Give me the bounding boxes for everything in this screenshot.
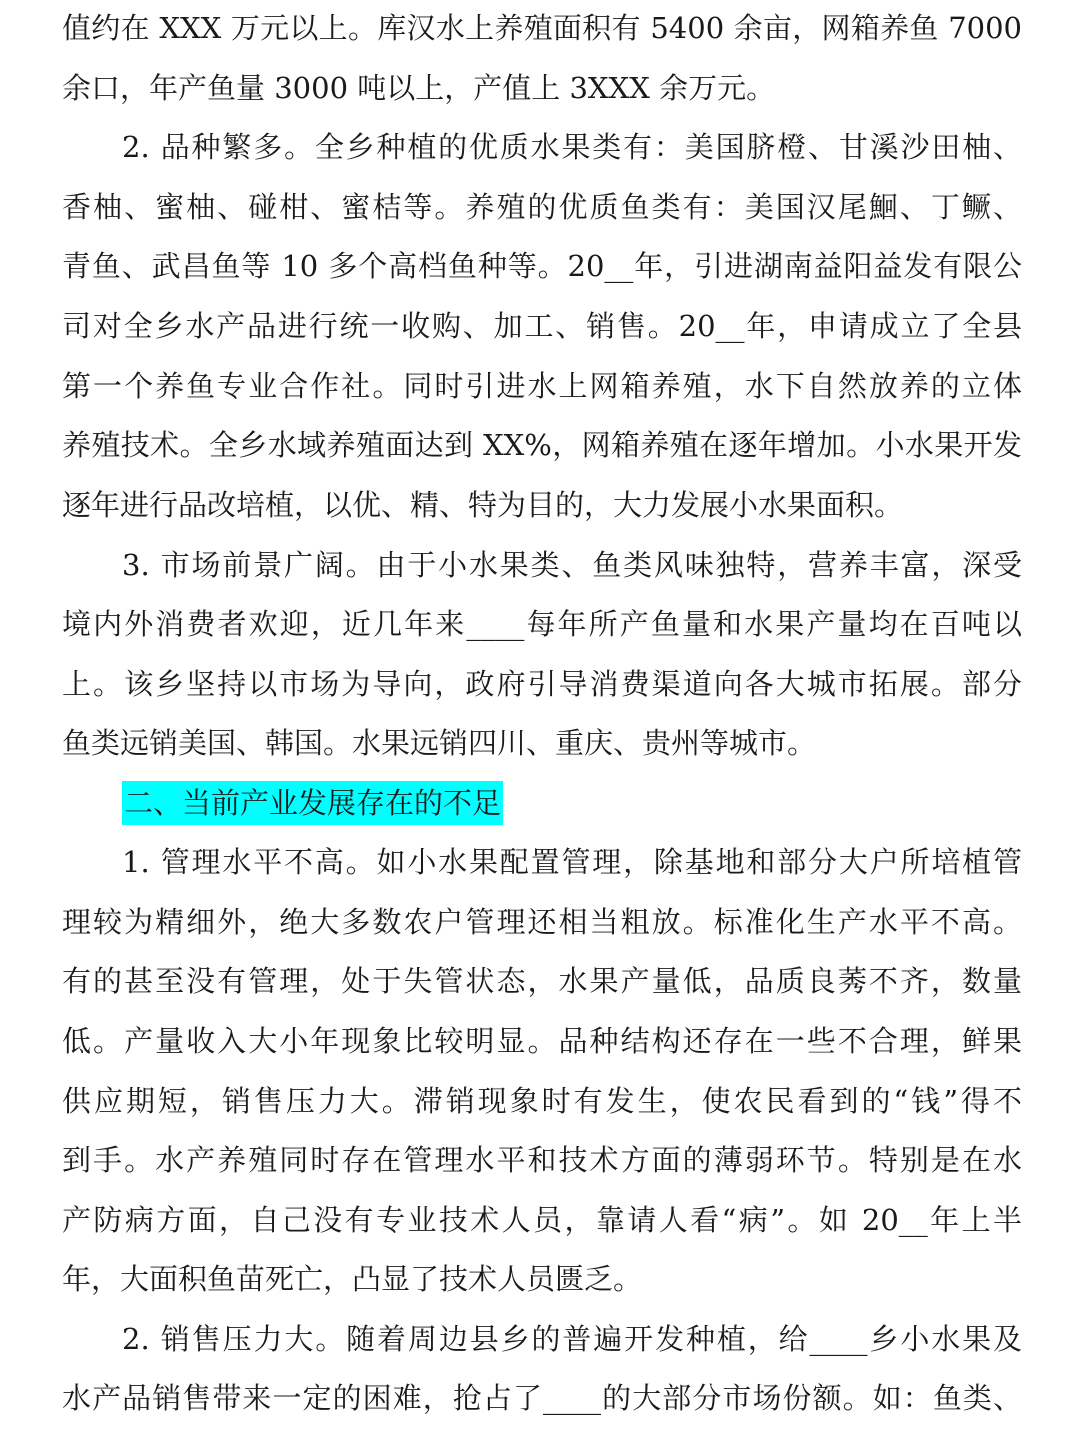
text-line-19: 供应期短，销售压力大。滞销现象时有发生，使农民看到的“钱”得不 (62, 1084, 1022, 1118)
text-line-22: 年，大面积鱼苗死亡，凸显了技术人员匮乏。 (62, 1262, 643, 1296)
text-line-1: 值约在 XXX 万元以上。库汉水上养殖面积有 5400 余亩，网箱养鱼 7000 (62, 11, 1022, 45)
text-line-7: 第一个养鱼专业合作社。同时引进水上网箱养殖，水下自然放养的立体 (62, 369, 1022, 403)
text-line-8: 养殖技术。全乡水域养殖面达到 XX%，网箱养殖在逐年增加。小水果开发 (62, 428, 1022, 462)
text-line-2: 余口，年产鱼量 3000 吨以上，产值上 3XXX 余万元。 (62, 71, 776, 105)
text-line-3: 2. 品种繁多。全乡种植的优质水果类有：美国脐橙、甘溪沙田柚、 (122, 130, 1022, 164)
text-line-18: 低。产量收入大小年现象比较明显。品种结构还存在一些不合理，鲜果 (62, 1024, 1022, 1058)
text-line-9: 逐年进行品改培植，以优、精、特为目的，大力发展小水果面积。 (62, 488, 904, 522)
text-line-6: 司对全乡水产品进行统一收购、加工、销售。20__年，申请成立了全县 (62, 309, 1022, 343)
text-line-15: 1. 管理水平不高。如小水果配置管理，除基地和部分大户所培植管 (122, 845, 1022, 879)
text-line-11: 境内外消费者欢迎，近几年来____每年所产鱼量和水果产量均在百吨以 (62, 607, 1022, 641)
text-line-17: 有的甚至没有管理，处于失管状态，水果产量低，品质良莠不齐，数量 (62, 964, 1022, 998)
text-line-23: 2. 销售压力大。随着周边县乡的普遍开发种植，给____乡小水果及 (122, 1322, 1022, 1356)
text-line-4: 香柚、蜜柚、碰柑、蜜桔等。养殖的优质鱼类有：美国汉尾鮰、丁鳜、 (62, 190, 1022, 224)
section-heading-line (122, 781, 1022, 825)
text-line-5: 青鱼、武昌鱼等 10 多个高档鱼种等。20__年，引进湖南益阳益发有限公 (62, 249, 1022, 283)
section-heading: 二、当前产业发展存在的不足 (122, 781, 503, 825)
text-line-12: 上。该乡坚持以市场为导向，政府引导消费渠道向各大城市拓展。部分 (62, 667, 1022, 701)
text-line-24: 水产品销售带来一定的困难，抢占了____的大部分市场份额。如：鱼类、 (62, 1381, 1022, 1415)
text-line-21: 产防病方面，自己没有专业技术人员，靠请人看“病”。如 20__年上半 (62, 1203, 1022, 1237)
text-line-13: 鱼类远销美国、韩国。水果远销四川、重庆、贵州等城市。 (62, 726, 817, 760)
text-line-10: 3. 市场前景广阔。由于小水果类、鱼类风味独特，营养丰富，深受 (122, 548, 1022, 582)
text-line-16: 理较为精细外，绝大多数农户管理还相当粗放。标准化生产水平不高。 (62, 905, 1022, 939)
text-line-20: 到手。水产养殖同时存在管理水平和技术方面的薄弱环节。特别是在水 (62, 1143, 1022, 1177)
